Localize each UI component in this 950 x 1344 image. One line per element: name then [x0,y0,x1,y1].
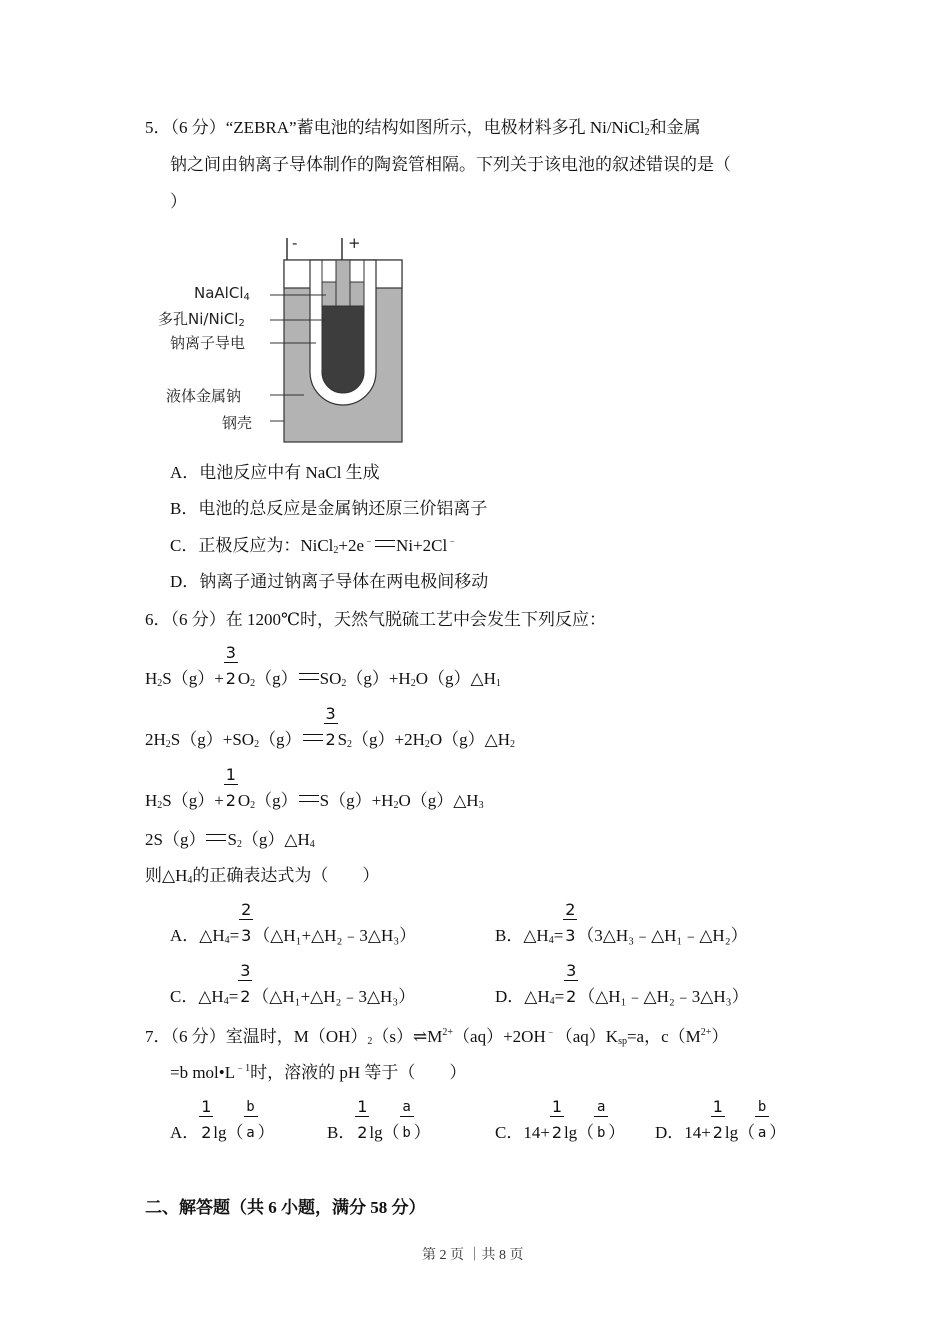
q6-option-d[interactable]: D．$\triangle H_4=$ $\frac{3}{2}$ （△H₁﹣△H₂﹣3△H₃） [495,961,749,1007]
q5-line1: 5．（6 分）“ZEBRA”蓄电池的结构如图所示，电极材料多孔 Ni/NiCl$_2$和金属 [145,118,701,138]
q6-question: 则$\triangle H_4$的正确表达式为（ ） [145,866,380,886]
equals-sign-icon [299,673,319,680]
q5-score: （6 分） [170,118,226,137]
q5-option-b[interactable]: B．电池的总反应是金属钠还原三价铝离子 [170,499,488,518]
q6-reaction-3: $H_2S(g)+$ $\frac{1}{2}$ $O_2(g)$ $S(g)+H_2O(g)\triangle H_3$ [145,765,484,811]
equals-sign-icon [206,834,226,841]
q6-option-c[interactable]: C．$\triangle H_4=$ $\frac{3}{2}$ （△H₁+△H₂﹣3△H₃） [170,961,416,1007]
q5-option-c[interactable]: C．正极反应为：NiCl$_2$+2e﹣ Ni+2Cl﹣ [170,536,458,556]
q7-line1: 7．（6 分）室温时，$M(OH)_2(s)\rightleftharpoons M^{2+}(aq)+2OH^﹣(aq)K_{sp}=a$，$c(M^{2+})$ [145,1027,729,1047]
q5-number: 5． [145,118,171,137]
q6-reaction-1: $H_2S(g)+$ $\frac{3}{2}$ $O_2(g)$ $SO_2(g)+H_2O(g)\triangle H_1$ [145,643,501,689]
q7-score: （6 分） [170,1027,226,1046]
q7-option-d[interactable]: D．14+ $\frac{1}{2}$ lg（ $\frac{b}{a}$ ） [655,1097,787,1142]
q6-score: （6 分） [170,610,226,629]
q6-stem: 6．（6 分）在 1200℃时，天然气脱硫工艺中会发生下列反应： [145,610,607,629]
negative-terminal-label: - [292,234,298,252]
q6-reaction-4: 2S（g） $S_2(g)\triangle H_4$ [145,830,315,850]
fraction: $\frac{3}{2}$ [225,643,236,688]
page-footer: 第 2 页 ｜共 8 页 [422,1248,524,1263]
fraction: $\frac{1}{2}$ [225,765,236,810]
q7-option-a[interactable]: A． $\frac{1}{2}$ lg（ $\frac{b}{a}$ ） [170,1097,275,1142]
q7-option-c[interactable]: C．14+ $\frac{1}{2}$ lg（ $\frac{a}{b}$ ） [495,1097,626,1142]
equals-sign-icon [303,734,323,741]
label-steel-shell: 钢壳 [222,414,253,432]
zebra-battery-diagram [150,232,420,452]
q5-line2: 钠之间由钠离子导体制作的陶瓷管相隔。下列关于该电池的叙述错误的是（ [170,155,731,174]
q5-option-a[interactable]: A．电池反应中有 NaCl 生成 [170,463,380,482]
q6-option-b[interactable]: B．$\triangle H_4=$ $\frac{2}{3}$ （3△H₃﹣△H₁﹣△H₂） [495,900,748,946]
equals-sign-icon [375,540,395,547]
label-sodium-ion-conductor: 钠离子导电 [170,334,246,352]
q5-line3: ） [170,192,187,211]
fraction: $\frac{3}{2}$ [325,704,336,749]
q5-option-d[interactable]: D．钠离子通过钠离子导体在两电极间移动 [170,572,489,591]
positive-terminal-label: + [348,234,361,252]
q7-number: 7． [145,1027,171,1046]
q6-reaction-2: $2H_2S(g)+SO_2(g)$ $\frac{3}{2}$ $S_2(g)+2H_2O(g)\triangle H_2$ [145,704,516,750]
label-liquid-sodium: 液体金属钠 [166,387,242,405]
q6-number: 6． [145,610,171,629]
section-heading: 二、解答题（共 6 小题，满分 58 分） [145,1198,426,1217]
label-porous-ni-nicl2: 多孔Ni/NiCl$_2$ [158,310,245,329]
q7-option-b[interactable]: B． $\frac{1}{2}$ lg（ $\frac{a}{b}$ ） [327,1097,431,1142]
equals-sign-icon [299,795,319,802]
q7-line2: =b $mol•L^{﹣1}$时，溶液的 pH 等于（ ） [170,1063,467,1082]
label-naalcl4: NaAlCl$_4$ [194,284,250,303]
q6-option-a[interactable]: A．$\triangle H_4=$ $\frac{2}{3}$ （△H₁+△H₂﹣3△H₃） [170,900,417,946]
